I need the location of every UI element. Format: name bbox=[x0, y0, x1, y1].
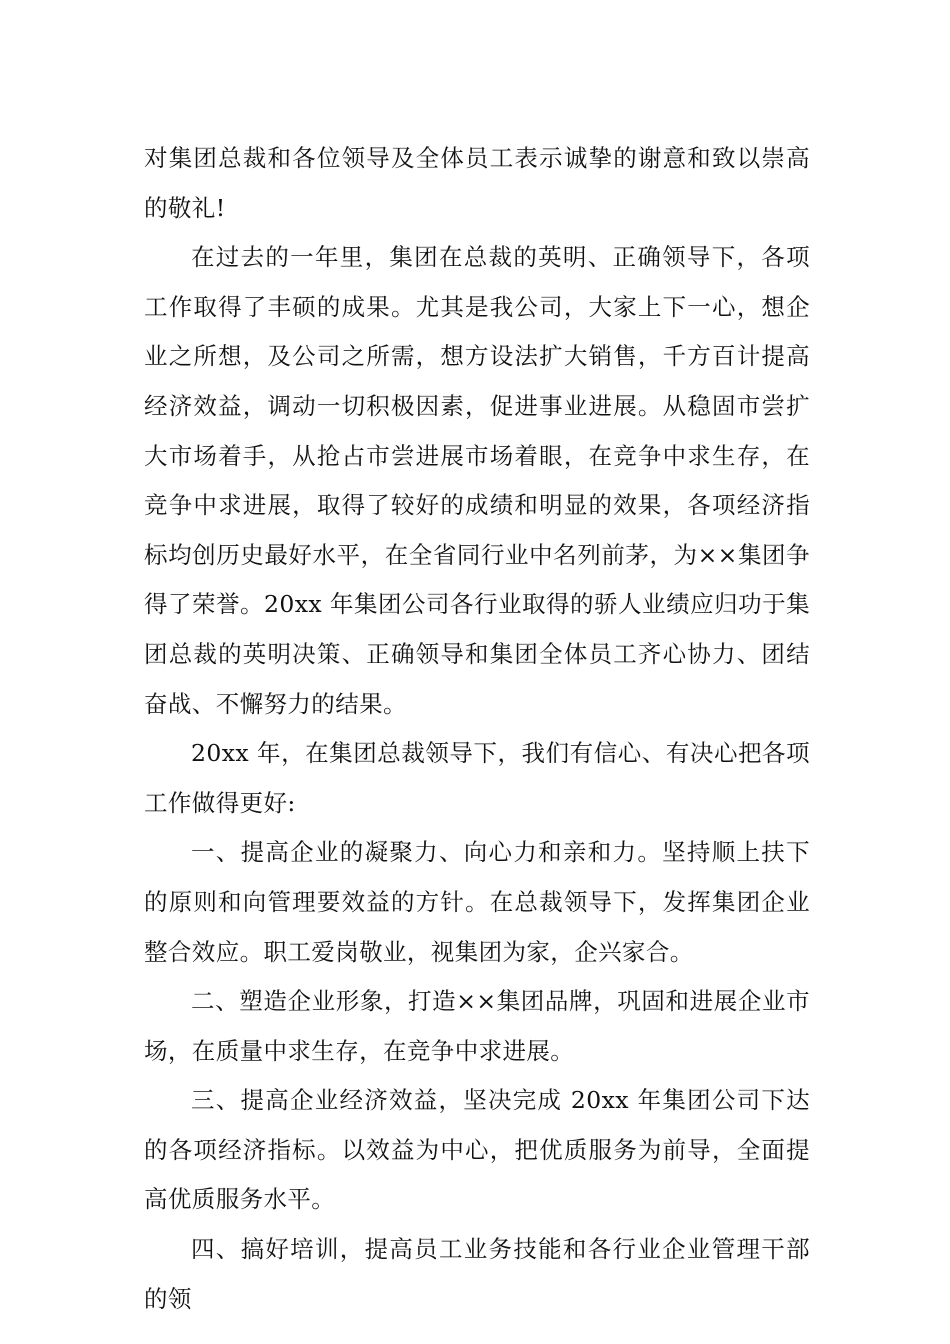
paragraph-goal-two: 二、塑造企业形象，打造××集团品牌，巩固和进展企业市场，在质量中求生存，在竞争中求进展。 bbox=[144, 987, 810, 1065]
paragraph-goal-one: 一、提高企业的凝聚力、向心力和亲和力。坚持顺上扶下的原则和向管理要效益的方针。在总裁领导下，发挥集团企业整合效应。职工爱岗敬业，视集团为家，企兴家合。 bbox=[144, 838, 810, 966]
paragraph-past-year-review: 在过去的一年里，集团在总裁的英明、正确领导下，各项工作取得了丰硕的成果。尤其是我公司，大家上下一心，想企业之所想，及公司之所需，想方设法扩大销售，千方百计提高经济效益，调动一切积极因素，促进事业进展。从稳固市尝扩大市场着手，从抢占市尝进展市场着眼，在竞争中求生存，在竞争中求进展，取得了较好的成绩和明显的效果，各项经济指标均创历史最好水平，在全省同行业中名列前茅，为××集团争得了荣誉。20xx 年集团公司各行业取得的骄人业绩应归功于集团总裁的英明决策、正确领导和集团全体员工齐心协力、团结奋战、不懈努力的结果。 bbox=[144, 243, 810, 718]
paragraph-goal-three: 三、提高企业经济效益，坚决完成 20xx 年集团公司下达的各项经济指标。以效益为中心，把优质服务为前导，全面提高优质服务水平。 bbox=[144, 1086, 810, 1214]
paragraph-closing-thanks: 对集团总裁和各位领导及全体员工表示诚挚的谢意和致以崇高的敬礼! bbox=[144, 144, 810, 222]
paragraph-new-year-intro: 20xx 年，在集团总裁领导下，我们有信心、有决心把各项工作做得更好: bbox=[144, 739, 810, 817]
paragraph-goal-four: 四、搞好培训，提高员工业务技能和各行业企业管理干部的领 bbox=[144, 1235, 810, 1313]
document-body bbox=[144, 134, 810, 1324]
